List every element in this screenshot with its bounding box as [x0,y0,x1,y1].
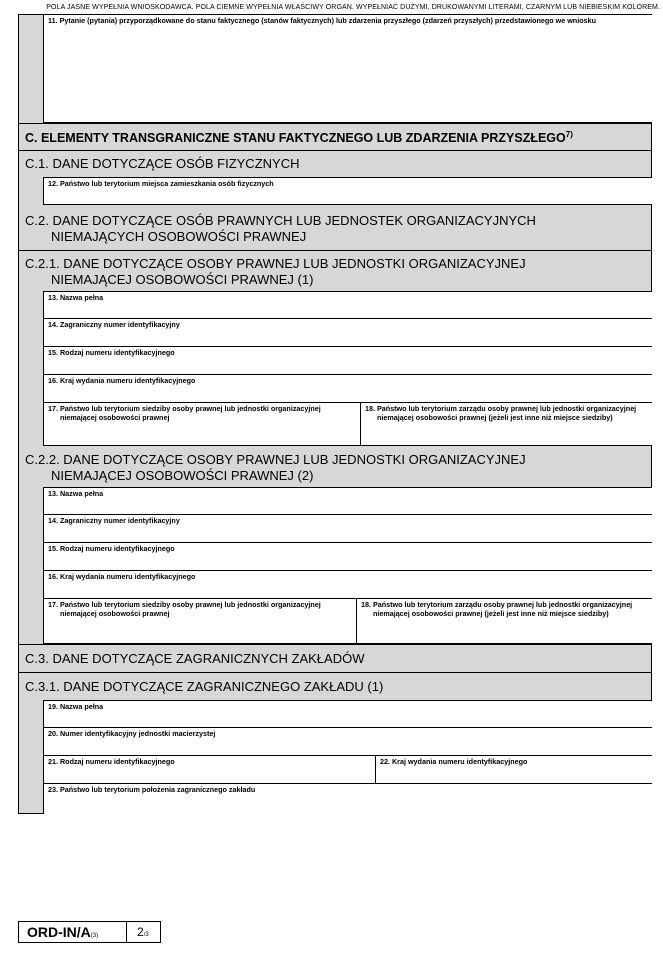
section-c1-title: C.1. DANE DOTYCZĄCE OSÓB FIZYCZNYCH [25,156,300,171]
form-page [18,14,652,814]
section-c-title: C. ELEMENTY TRANSGRANICZNE STANU FAKTYCZNEGO LUB ZDARZENIA PRZYSZŁEGO$^{7)}$ [25,130,573,146]
section-c2-title: C.2. DANE DOTYCZĄCE OSÓB PRAWNYCH LUB JEDNOSTEK ORGANIZACYJNYCH NIEMAJĄCYCH OSOBOWOŚCI PRAWNEJ [25,213,536,244]
field-11-questions[interactable] [43,15,652,123]
form-instructions: POLA JASNE WYPEŁNIA WNIOSKODAWCA. POLA CIEMNE WYPEŁNIA WŁAŚCIWY ORGAN. WYPEŁNIAĆ DUŻYMI, DRUKOWANYMI LITERAMI, CZARNYM LUB NIEBIESKIM KOLOREM. [46,4,660,11]
field-22-id-country[interactable]: 22. Kraj wydania numeru identyfikacyjnego [375,756,652,784]
form-code: ORD-IN/A(3) [19,922,127,942]
field-16-id-country-2[interactable]: 16. Kraj wydania numeru identyfikacyjnego [43,571,652,599]
field-15-id-type-2[interactable]: 15. Rodzaj numeru identyfikacyjnego [43,543,652,571]
field-14-foreign-id-1[interactable]: 14. Zagraniczny numer identyfikacyjny [43,319,652,347]
field-23-establishment-country[interactable]: 23. Państwo lub terytorium położenia zagranicznego zakładu [43,784,652,814]
section-c21-title: C.2.1. DANE DOTYCZĄCE OSOBY PRAWNEJ LUB JEDNOSTKI ORGANIZACYJNEJ NIEMAJĄCEJ OSOBOWOŚCI PRAWNEJ (1) [25,256,526,287]
field-17-seat-country-2[interactable]: 17. Państwo lub terytorium siedziby osoby prawnej lub jednostki organizacyjnej niemającej osobowości prawnej [43,599,356,644]
field-21-id-type[interactable]: 21. Rodzaj numeru identyfikacyjnego [43,756,375,784]
page-number: 2/3 [137,925,149,939]
field-12-country-residence[interactable]: 12. Państwo lub terytorium miejsca zamieszkania osób fizycznych [43,177,652,205]
section-c22-title: C.2.2. DANE DOTYCZĄCE OSOBY PRAWNEJ LUB JEDNOSTKI ORGANIZACYJNEJ NIEMAJĄCEJ OSOBOWOŚCI PRAWNEJ (2) [25,452,526,483]
section-c31-title: C.3.1. DANE DOTYCZĄCE ZAGRANICZNEGO ZAKŁADU (1) [25,679,384,694]
field-15-id-type-1[interactable]: 15. Rodzaj numeru identyfikacyjnego [43,347,652,375]
field-11-label: 11. Pytanie (pytania) przyporządkowane do stanu faktycznego (stanów faktycznych) lub zdarzenia przyszłego (zdarzeń przyszłych) przedstawionego we wniosku [48,16,596,25]
field-16-id-country-1[interactable]: 16. Kraj wydania numeru identyfikacyjnego [43,375,652,403]
field-14-foreign-id-2[interactable]: 14. Zagraniczny numer identyfikacyjny [43,515,652,543]
field-18-management-country-2[interactable]: 18. Państwo lub terytorium zarządu osoby prawnej lub jednostki organizacyjnej niemającej osobowości prawnej (jeżeli jest inne niż miejsce siedziby) [356,599,652,644]
field-13-full-name-1[interactable]: 13. Nazwa pełna [43,291,652,319]
form-footer [18,921,161,943]
section-c3-title: C.3. DANE DOTYCZĄCE ZAGRANICZNYCH ZAKŁADÓW [25,651,365,666]
field-13-full-name-2[interactable]: 13. Nazwa pełna [43,487,652,515]
field-19-full-name[interactable]: 19. Nazwa pełna [43,700,652,728]
field-18-management-country-1[interactable]: 18. Państwo lub terytorium zarządu osoby prawnej lub jednostki organizacyjnej niemającej osobowości prawnej (jeżeli jest inne niż miejsce siedziby) [360,403,652,446]
field-20-parent-id[interactable]: 20. Numer identyfikacyjny jednostki macierzystej [43,728,652,756]
field-17-seat-country-1[interactable]: 17. Państwo lub terytorium siedziby osoby prawnej lub jednostki organizacyjnej niemającej osobowości prawnej [43,403,360,446]
